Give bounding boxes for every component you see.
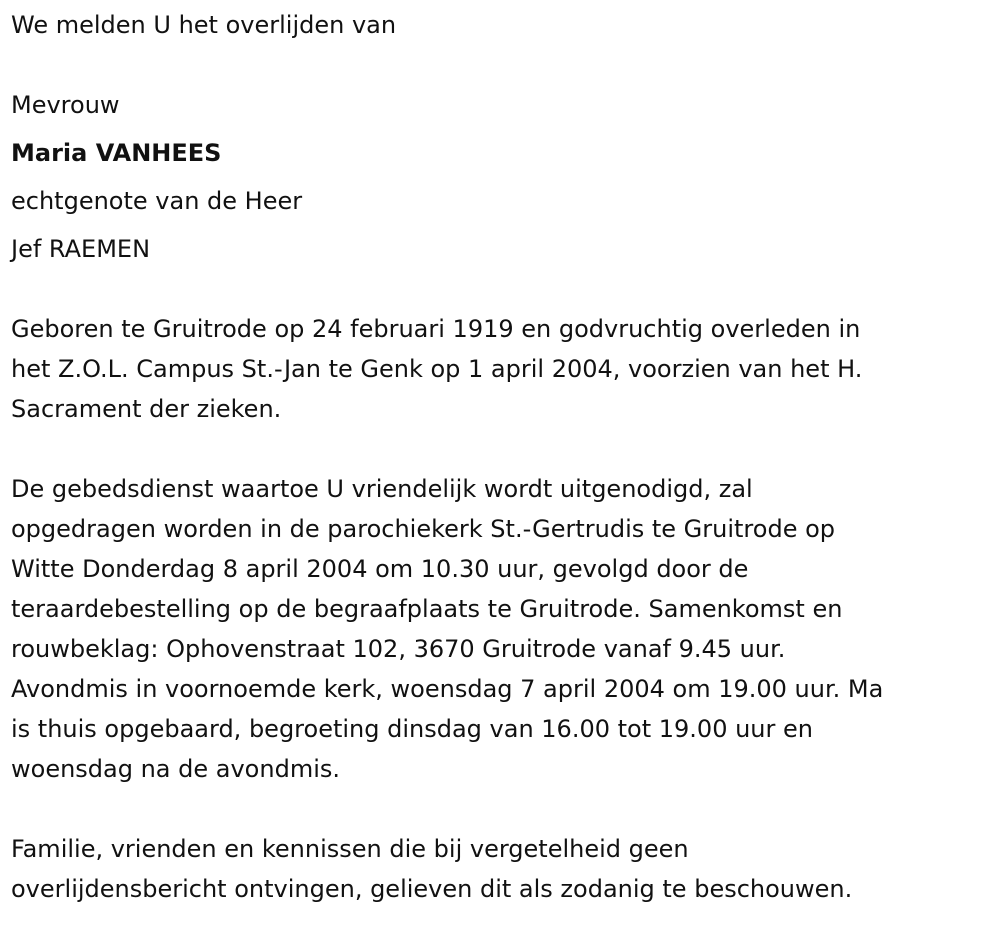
spouse-relation: echtgenote van de Heer <box>11 187 303 215</box>
service-line: Witte Donderdag 8 april 2004 om 10.30 uur, gevolgd door de <box>11 555 749 583</box>
birth-line: Geboren te Gruitrode op 24 februari 1919 en godvruchtig overleden in <box>11 315 861 343</box>
salutation: Mevrouw <box>11 91 120 119</box>
service-line: is thuis opgebaard, begroeting dinsdag van 16.00 tot 19.00 uur en <box>11 715 813 743</box>
service-line: opgedragen worden in de parochiekerk St.-Gertrudis te Gruitrode op <box>11 515 836 543</box>
service-line: woensdag na de avondmis. <box>11 755 340 783</box>
service-line: rouwbeklag: Ophovenstraat 102, 3670 Gruitrode vanaf 9.45 uur. <box>11 635 786 663</box>
service-line: Avondmis in voornoemde kerk, woensdag 7 april 2004 om 19.00 uur. Ma <box>11 675 884 703</box>
service-line: De gebedsdienst waartoe U vriendelijk wordt uitgenodigd, zal <box>11 475 753 503</box>
birth-line: het Z.O.L. Campus St.-Jan te Genk op 1 april 2004, voorzien van het H. <box>11 355 863 383</box>
service-paragraph <box>11 469 986 789</box>
service-line: teraardebestelling op de begraafplaats te Gruitrode. Samenkomst en <box>11 595 843 623</box>
intro-text: We melden U het overlijden van <box>11 11 397 39</box>
closing-paragraph <box>11 829 986 909</box>
closing-line: overlijdensbericht ontvingen, gelieven dit als zodanig te beschouwen. <box>11 875 853 903</box>
deceased-name: Maria VANHEES <box>11 139 222 167</box>
closing-line: Familie, vrienden en kennissen die bij vergetelheid geen <box>11 835 689 863</box>
spouse-name: Jef RAEMEN <box>11 235 151 263</box>
birth-line: Sacrament der zieken. <box>11 395 282 423</box>
birth-paragraph <box>11 309 986 429</box>
